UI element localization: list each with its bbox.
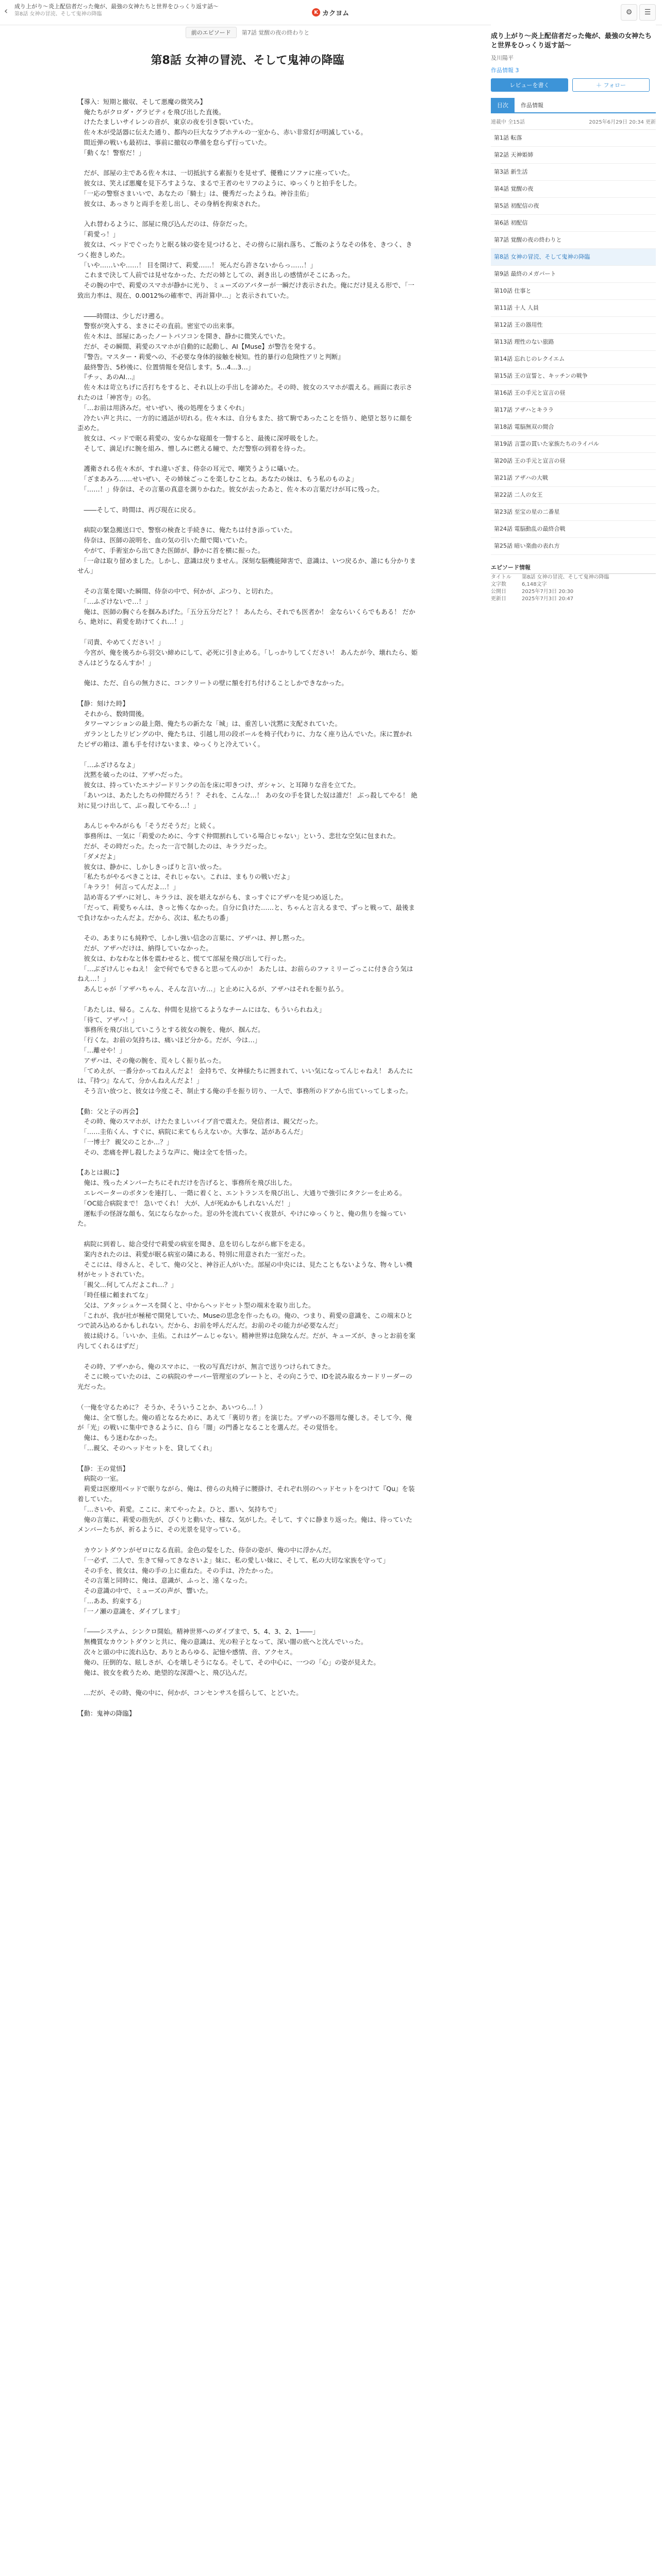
body-paragraph: 「一必ず、二人で、生きて帰ってきなさいよ」妹に、私の愛しい妹に、そして、私の大切な家族を守って」 (77, 1556, 389, 1564)
body-paragraph: 彼女は、笑えば悪魔を見下ろすような、まるで王者のセリフのように、ゆっくりと拍手をした。 (77, 179, 361, 188)
current-episode-label[interactable]: 第7話 覚醒の夜の終わりと (241, 29, 310, 36)
body-paragraph: 「…ぶざけんじゃねえ！ 金で何でもできると思ってんのか！ あたしは、お前らのファミリーごっこに付き合う気はねえ…！」 (77, 964, 413, 983)
back-arrow-icon[interactable]: ‹ (4, 6, 8, 16)
body-paragraph: 「親父…何してんだよこれ…？」 (77, 1281, 177, 1289)
body-paragraph: だが、部屋の主である佐々木は、一切抵抗する素振りを見せず、優雅にソファに座っていた。 (77, 169, 354, 177)
body-paragraph: 最終警告、5秒後に、位置情報を発信します。5…4…3…」 (77, 363, 255, 371)
top-header (0, 0, 662, 25)
body-paragraph: これまで決して人前では見せなかった、ただの姉としての、剥き出しの感情がそこにあった。 (77, 271, 354, 279)
episode-list-item[interactable]: 第25話 暗い楽曲の表れ方 (491, 538, 656, 555)
body-paragraph: アザハは、その俺の腕を、荒々しく振り払った。 (77, 1056, 225, 1064)
body-paragraph: 「…さいや、莉愛。ここに、来てやったよ。ひと、悪い、気持ちで」 (77, 1505, 280, 1513)
body-paragraph: そこには、母さんと、そして、俺の父と、神谷正人がいた。部屋の中央には、見たこともないような、物々しい機材がセットされていた。 (77, 1260, 412, 1279)
body-paragraph: 【静：刻けた時】 (77, 699, 129, 707)
body-paragraph: 病院の一室。 (77, 1475, 123, 1483)
body-paragraph: 病院の緊急搬送口で、警察の検査と手続きに、俺たちは付き添っていた。 (77, 526, 296, 534)
body-paragraph: その言葉を聞いた瞬間、侍奈の中で、何かが、ぷつり、と切れた。 (77, 587, 277, 596)
body-paragraph: 佐々木が受話器に伝えた通り、都内の巨大なラブホテルの一室から、赤い非常灯が明滅している。 (77, 128, 367, 137)
reading-area (41, 25, 454, 1719)
body-paragraph: 【あとは親に】 (77, 1168, 123, 1177)
body-paragraph: 父は、アタッシュケースを開くと、中からヘッドセット型の端末を取り出した。 (77, 1301, 315, 1309)
body-paragraph: 「一応の警察さまいいで、あなたの「騎士」は、優秀だったようね。神谷圭佑」 (77, 189, 313, 197)
body-paragraph: だが、アザハだけは、納得していなかった。 (77, 944, 212, 952)
body-paragraph: 「…離せや！」 (77, 1046, 126, 1054)
body-paragraph (77, 454, 418, 464)
body-paragraph (77, 750, 418, 760)
body-paragraph: 侍奈は、医師の説明を、血の気の引いた顔で聞いていた。 (77, 536, 252, 545)
info-key: 公開日 (491, 589, 506, 595)
episode-list-item[interactable]: 第18話 電脳無双の間合 (491, 419, 656, 436)
body-paragraph (77, 1392, 418, 1402)
body-paragraph: 「私たちがやるべきことは、それじゃない。これは、まもりの戦いだよ」 (77, 873, 293, 881)
body-paragraph: 「あいつは、あたしたちの仲間だろう！？ それを、こんな…！ あの女の手を貸した奴は誰だ！ ぶっ殺してやる！ 絶対に見つけ出して、ぶっ殺してやる…！」 (77, 791, 418, 809)
sidebar-author[interactable]: 及川陽平 (491, 55, 514, 61)
episode-list-item[interactable]: 第22話 二人の女王 (491, 487, 656, 504)
body-paragraph: 【静：王の覚悟】 (77, 1464, 129, 1472)
info-value: 第8話 女神の冒涜、そして鬼神の降臨 (522, 574, 609, 580)
body-paragraph: 俺は、彼女を救うため、絶望的な深淵へと、飛び込んだ。 (77, 1668, 252, 1676)
body-paragraph: その意識の中で、ミューズの声が、響いた。 (77, 1587, 212, 1595)
body-paragraph: その、悲痛を押し殺したような声に、俺は全てを悟った。 (77, 1148, 252, 1156)
episode-title: 第8話 女神の冒涜、そして鬼神の降臨 (151, 54, 344, 67)
body-paragraph: 俺は、もう迷わなかった。 (77, 1434, 161, 1442)
episode-list-item[interactable]: 第1話 転落 (491, 130, 656, 147)
logo-mark-icon: K (312, 8, 320, 16)
info-value: 2025年7月3日 20:47 (522, 596, 574, 602)
episode-list-item[interactable]: 第24話 電脳動乱の最終合戦 (491, 521, 656, 538)
body-paragraph: そして、満足げに腕を組み、憎しみに燃える瞳で、ただ警察の到着を待った。 (77, 444, 310, 452)
episode-list-item[interactable]: 第21話 アザハの大戦 (491, 470, 656, 487)
body-paragraph: 俺たちがクロダ・グラビティを飛び出した直後。 (77, 108, 225, 116)
body-paragraph: その時、アザハから、俺のスマホに、一枚の写真だけが、無言で送りつけられてきた。 (77, 1362, 335, 1370)
body-paragraph (77, 515, 418, 525)
body-paragraph: 【動：父と子の再会】 (77, 1107, 142, 1115)
body-paragraph: 莉愛は医療用ベッドで眠りながら、俺は、傍らの丸椅子に腰掛け、それぞれ別のヘッドセットをつけて『Qu』を装着していた。 (77, 1485, 415, 1503)
body-paragraph (77, 994, 418, 1005)
body-paragraph: 俺は、医師の胸ぐらを掴みあげた。「五分五分だと？！ あんたら、それでも医者か！ 金ならいくらでもある！ だから、絶対に、莉愛を助けてくれ…！」 (77, 607, 416, 626)
body-paragraph: 彼女は、わなわなと体を震わせると、慌てて部屋を飛び出して行った。 (77, 954, 290, 962)
body-paragraph: 【動：鬼神の降臨】 (77, 1709, 136, 1717)
episode-info-heading: エピソード情報 (491, 563, 656, 574)
body-paragraph: 病院に到着し、総合受付で莉愛の病室を聞き、息を切らしながら廊下を走る。 (77, 1240, 309, 1248)
body-paragraph: 「一博士？ 親父のことか…？」 (77, 1138, 173, 1146)
episode-subtitle: 第8話 女神の冒涜、そして鬼神の降臨 (14, 11, 102, 17)
body-paragraph: ――そして、時間は、再び現在に戻る。 (77, 505, 200, 514)
body-paragraph: あんじゃやみがらも「そうだそうだ」と続く。 (77, 822, 219, 830)
body-paragraph: 入れ替わるように、部屋に飛び込んだのは、侍奈だった。 (77, 220, 252, 228)
body-paragraph: …だが、その時、俺の中に、何かが、コンセンサスを揺らして、とどいた。 (77, 1689, 303, 1697)
body-paragraph: それから、数時間後。 (77, 709, 148, 718)
episode-list-item[interactable]: 第13話 理性のない旅路 (491, 334, 656, 351)
body-paragraph: 彼女は、あっさりと両手を差し出し、その身柄を拘束された。 (77, 199, 264, 208)
info-row (491, 581, 656, 588)
tab-toc[interactable]: 目次 (491, 98, 515, 112)
episode-list-item[interactable]: 第14話 忘れじのレクイエム (491, 351, 656, 368)
body-paragraph (77, 627, 418, 637)
body-paragraph: 俺は、ただ、自らの無力さに、コンクリートの壁に額を打ち付けることしかできなかった。 (77, 679, 348, 687)
episode-list-item[interactable]: 第5話 初配信の夜 (491, 198, 656, 215)
body-paragraph: 事務所を飛び出していこうとする彼女の腕を、俺が、掴んだ。 (77, 1026, 264, 1034)
body-paragraph: 「……！」侍奈は、その言葉の真意を測りかねた。彼女が去ったあと、佐々木の言葉だけが耳に残った。 (77, 485, 384, 494)
body-paragraph: 次々と頭の中に流れ込む、ありとあらゆる、記憶や感情、音、アクセス。 (77, 1648, 297, 1656)
body-paragraph: ――時間は、少しだけ遡る。 (77, 312, 168, 320)
body-paragraph: 「――システム、シンクロ開始。精神世界へのダイブまで、5、4、3、2、1――」 (77, 1628, 319, 1636)
episode-list-item[interactable]: 第20話 王の手元と宣言の昼 (491, 453, 656, 470)
body-paragraph (77, 1617, 418, 1627)
body-paragraph: 今宮が、俺を後ろから羽交い締めにして、必死に引き止める。「しっかりしてください！ あんたが今、壊れたら、姫さんはどうなるんすか！」 (77, 648, 418, 667)
episode-list-item[interactable]: 第10話 仕事と (491, 283, 656, 300)
body-paragraph: 佐々木は苛立ちげに舌打ちをすると、それ以上の手出しを諦めた。その時、彼女のスマホが震える。画面に表示されたのは「神宮寺」の名。 (77, 383, 412, 401)
body-paragraph (77, 209, 418, 219)
body-paragraph: 「…ああ、約束する」 (77, 1597, 145, 1605)
episode-list-item[interactable]: 第11話 十人 人員 (491, 300, 656, 317)
body-paragraph: その腕の中で、莉愛のスマホが静かに光り、ミューズのアバターが一瞬だけ表示された。俺にだけ見える形で、「一致出力率は、現在、0.0012%の確率で、再計算中…」と表示されていた。 (77, 281, 415, 299)
body-paragraph: そう言い放つと、彼女は今度こそ、制止する俺の手を振り切り、一人で、事務所のドアから出ていってしまった。 (77, 1087, 412, 1095)
body-paragraph (77, 301, 418, 311)
body-paragraph: 佐々木は、部屋にあったノートパソコンを開き、静かに微笑んでいた。 (77, 332, 290, 341)
body-paragraph: 『チッ、あのAI…』 (77, 373, 139, 381)
body-paragraph: 「行くな。お前の気持ちは、痛いほど分かる。だが、今は…」 (77, 1036, 261, 1044)
episode-count: 連載中 全15話 (491, 120, 525, 125)
body-paragraph: 「ダメだよ」 (77, 852, 120, 860)
body-paragraph: あんじゃが「アザハちゃん、そんな言い方…」と止めに入るが、アザハはそれを振り払う。 (77, 985, 348, 993)
body-paragraph: 『警告。マスター・莉愛への、不必要な身体的接触を検知。性的暴行の危険性アリと判断』 (77, 352, 344, 361)
body-paragraph: そこに映っていたのは、この病院のサーバー管理室のプレートと、その向こうで、IDを読み取るカードリーダーの光だった。 (77, 1372, 412, 1391)
last-updated: 2025年6月29日 20:34 更新 (589, 120, 656, 125)
body-paragraph: 「……圭佑くん、すぐに、病院に来てもらえないか。大事な、話があるんだ」 (77, 1128, 307, 1136)
body-paragraph (77, 688, 418, 699)
episode-list-item[interactable]: 第4話 覚醒の夜 (491, 181, 656, 198)
body-paragraph: 冷たい声と共に、一方的に通話が切れる。佐々木は、自分もまた、捨て駒であったことを悟り、絶望と怒りに顔を歪めた。 (77, 414, 412, 432)
body-paragraph: 彼は続ける。「いいか、圭佑。これはゲームじゃない。精神世界は危険なんだ。だが、キューズが、きっとお前を案内してくれるはずだ」 (77, 1332, 416, 1350)
episode-list-item[interactable]: 第16話 王の手元と宣言の昼 (491, 385, 656, 402)
info-key: 文字数 (491, 582, 506, 587)
body-paragraph: だが、その瞬間、莉愛のスマホが自動的に起動し、AI【Muse】が警告を発する。 (77, 342, 320, 350)
body-paragraph (77, 1158, 418, 1168)
body-paragraph: 「てめえが、一番分かってねえんだよ！ 金持ちで、女神様たちに囲まれて、いい気になってんじゃねえ！ あんたには、『持つ』なんて、分かんねえんだよ！」 (77, 1066, 413, 1085)
body-paragraph (77, 158, 418, 168)
logo-text: カクヨム (322, 9, 350, 18)
body-paragraph: 「莉愛っ！」 (77, 230, 120, 239)
sidebar-tabs (491, 98, 656, 113)
menu-icon[interactable]: ☰ (639, 4, 656, 21)
body-paragraph: 事務所は、一気に「莉愛のために、今すぐ仲間割れしている場合じゃない」という、悲壮な空気に包まれた。 (77, 832, 400, 840)
body-paragraph: 「OC総合病院まで！ 急いでくれ！ 大が、人が死ぬかもしれないんだ！」 (77, 1199, 294, 1207)
body-paragraph: 【導入：短期と撤収、そして悪魔の微笑み】 (77, 97, 207, 106)
episode-list-item[interactable]: 第6話 初配信 (491, 215, 656, 232)
body-paragraph: ガランとしたリビングの中、俺たちは、引越し用の段ボールを椅子代わりに、力なく座り込んでいた。床に置かれたピザの箱は、誰も手を付けないまま、ゆっくりと冷えていく。 (77, 730, 412, 748)
body-paragraph: 無機質なカウントダウンと共に、俺の意識は、光の粒子となって、深い闇の底へと沈んでいった。 (77, 1638, 368, 1646)
body-paragraph (77, 1453, 418, 1464)
body-paragraph: 「待て、アザハ！」 (77, 1015, 138, 1024)
right-sidebar (491, 25, 656, 603)
body-paragraph: その、あまりにも純粋で、しかし強い信念の言葉に、アザハは、押し黙った。 (77, 934, 309, 942)
episode-list-item[interactable]: 第17話 アザハとキララ (491, 402, 656, 419)
sidebar-meta (491, 113, 656, 130)
body-paragraph: 案内されたのは、莉愛が眠る病室の隣にある、特別に用意された一室だった。 (77, 1250, 310, 1258)
body-paragraph: 間近弾の戦いも最初は、事前に撤収の準備を怠らず行っていた。 (77, 138, 271, 146)
body-paragraph (77, 923, 418, 933)
episode-list-item[interactable]: 第9話 最終のメガバート (491, 266, 656, 283)
body-paragraph: 「あたしは、帰る。こんな、仲間を見捨てるようなチームにはな、もういられねえ」 (77, 1005, 326, 1013)
body-paragraph (77, 1229, 418, 1239)
body-paragraph: 俺は、残ったメンバーたちにそれだけを告げると、事務所を飛び出した。 (77, 1179, 296, 1187)
tab-work-info[interactable]: 作品情報 (521, 102, 543, 109)
body-paragraph: 「これが、我が社が極秘で開発していた、Museの思念を作ったもの。俺の、つまり、莉愛の意識を、この端末ひとつで読み込めるかもしれない。だから、お前を呼んだんだ。お前のその能力が必要なんだ」 (77, 1311, 413, 1330)
body-paragraph: けたたましいサイレンの音が、東京の夜を引き裂いていた。 (77, 118, 257, 126)
prev-episode-button[interactable]: 前のエピソード (186, 27, 237, 38)
body-paragraph: 「時任様に頼まれてな」 (77, 1291, 152, 1299)
body-paragraph: 「だって、莉愛ちゃんは、きっと怖くなかった。自分に負けた……と、ちゃんと言えるまで、ずっと戦って、最後まで負けなかったんだよ。だから、次は、私たちの番」 (77, 903, 415, 922)
body-paragraph (77, 668, 418, 678)
body-paragraph: 「一ノ瀬の意識を、ダイブします」 (77, 1607, 184, 1615)
body-paragraph: 「いや……いや……！ 目を開けて、莉愛……！ 死んだら許さないからっ……！」 (77, 261, 317, 269)
body-paragraph (77, 1698, 418, 1708)
settings-icon[interactable]: ⚙ (621, 4, 637, 21)
work-title-link[interactable]: 成り上がり〜炎上配信者だった俺が、最強の女神たちと世界をひっくり返す話〜 (14, 3, 219, 10)
info-row (491, 574, 656, 581)
body-paragraph: その手を、彼女は、俺の手の上に重ねた。その手は、冷たかった。 (77, 1566, 277, 1574)
episode-list-item-current[interactable]: 第8話 女神の冒涜、そして鬼神の降臨 (491, 249, 656, 266)
write-review-button[interactable]: レビューを書く (491, 78, 568, 92)
body-paragraph: 「…親父、そのヘッドセットを、貸してくれ」 (77, 1444, 216, 1452)
body-paragraph: 「…お前は用済みだ。せいぜい、後の処理をうまくやれ」 (77, 403, 249, 412)
body-paragraph: 沈黙を破ったのは、アザハだった。 (77, 771, 187, 779)
info-row (491, 596, 656, 603)
body-paragraph: その言葉と同時に、俺は、意識が、ふっと、遠くなった。 (77, 1577, 252, 1585)
body-paragraph: （一俺を守るために？ そうか、そういうことか、あいつら…！） (77, 1403, 267, 1411)
body-paragraph: 「…ふざけるなよ」 (77, 760, 139, 769)
body-paragraph: 彼女は、静かに、しかしきっぱりと言い放った。 (77, 862, 226, 871)
body-paragraph: 運転手の怪訝な顔も、気にならなかった。窓の外を流れていく夜景が、やけにゆっくりと、俺の焦りを煽っていた。 (77, 1209, 406, 1228)
episode-list-item[interactable]: 第12話 王の器用性 (491, 317, 656, 334)
body-paragraph: 「動くな！警察だ！」 (77, 148, 145, 157)
site-logo[interactable] (312, 7, 349, 18)
body-paragraph: 俺の言葉に、莉愛の指先が、ぴくりと動いた、様な、気がした。そして、すぐに静まり返った。俺は、待っていたメンバーたちが、祈るように、その光景を見守っている。 (77, 1515, 412, 1534)
episode-list-item[interactable]: 第2話 天神姫姉 (491, 147, 656, 164)
body-paragraph (77, 576, 418, 586)
info-key: 更新日 (491, 596, 506, 602)
body-paragraph: タワーマンションの最上階、俺たちの新たな「城」は、重苦しい沈黙に支配されていた。 (77, 720, 341, 728)
body-paragraph: 彼女は、ベッドでぐったりと眠る妹の姿を見つけると、その傍らに崩れ落ち、ご飯のようなその体を、きつく、きつく抱きしめた。 (77, 240, 412, 259)
sidebar-status[interactable]: 作品情報 3 (491, 67, 519, 74)
body-paragraph: 「ざまあみろ……せいぜい、その姉妹ごっこを楽しむことね。あなたの妹は、もう私のものよ」 (77, 475, 358, 483)
body-paragraph: エレベーターのボタンを連打し、一階に着くと、エントランスを飛び出し、大通りで強引にタクシーを止める。 (77, 1189, 406, 1197)
body-paragraph: 「司貴、やめてください！」 (77, 638, 164, 647)
body-paragraph (77, 87, 418, 97)
body-paragraph: だが、その時だった。たった一言で制したのは、キララだった。 (77, 842, 271, 850)
info-row (491, 588, 656, 596)
body-paragraph: 彼女は、持っていたエナジードリンクの缶を床に叩きつけ、ガシャン、と耳障りな音を立てた。 (77, 781, 360, 789)
episode-list-item[interactable]: 第3話 新生活 (491, 164, 656, 181)
body-paragraph: 「…ふざけないで…！」 (77, 597, 152, 605)
info-key: タイトル (491, 574, 511, 580)
body-paragraph: カウントダウンがゼロになる直前。金色の髪をした、侍奈の姿が、俺の中に浮かんだ。 (77, 1546, 336, 1554)
episode-body (77, 87, 418, 1719)
episode-info (491, 574, 656, 603)
info-value: 6,148文字 (522, 582, 547, 587)
episode-list-item[interactable]: 第7話 覚醒の夜の終わりと (491, 232, 656, 249)
body-paragraph (77, 495, 418, 505)
follow-button[interactable]: ＋ フォロー (572, 78, 650, 92)
body-paragraph: 詰め寄るアザハに対し、キララは、涙を堪えながらも、まっすぐにアザハを見つめ返した。 (77, 893, 347, 901)
sidebar-work-title[interactable]: 成り上がり〜炎上配信者だった俺が、最強の女神たちと世界をひっくり返す話〜 (491, 32, 652, 49)
episode-list-item[interactable]: 第19話 言霊の貫いた家族たちのライバル (491, 436, 656, 453)
body-paragraph (77, 1096, 418, 1107)
episode-list (491, 130, 656, 555)
body-paragraph: その時、俺のスマホが、けたたましいバイブ音で震えた。発信者は、親父だった。 (77, 1117, 322, 1126)
body-paragraph: 「一命は取り留めました。しかし、意識は戻りません。深刻な脳機能障害で、意識は、いつ戻るか、誰にも分かりません」 (77, 556, 416, 575)
body-paragraph: 護衛される佐々木が、すれ違いざま、侍奈の耳元で、嘲笑うように囁いた。 (77, 465, 303, 473)
body-paragraph (77, 1535, 418, 1545)
body-paragraph (77, 811, 418, 821)
info-value: 2025年7月3日 20:30 (522, 589, 574, 595)
body-paragraph: 警察が突入する、まさにその直前。密室での出来事。 (77, 322, 239, 330)
body-paragraph: 俺は、全て察した。俺の盾となるために、あえて「裏切り者」を演じた。アザハの不器用な優しさ。そして今、俺が「光」の戦いに集中できるように、自ら「闇」の門番となることを選んだ。その覚悟を。 (77, 1413, 412, 1432)
episode-list-item[interactable]: 第23話 至宝の星の二番星 (491, 504, 656, 521)
body-paragraph: 俺の、圧倒的な、眩しさが、心を壊しそうになる。そして、その中心に、一つの「心」の姿が見えた。 (77, 1658, 380, 1666)
body-paragraph (77, 1677, 418, 1688)
body-paragraph: 「キララ！ 何言ってんだよ…！」 (77, 883, 179, 891)
episode-list-item[interactable]: 第15話 王の宣誓と、キッチンの戦争 (491, 368, 656, 385)
body-paragraph (77, 1351, 418, 1362)
body-paragraph: 彼女は、ベッドで眠る莉愛の、安らかな寝顔を一瞥すると、最後に深呼吸をした。 (77, 434, 322, 443)
body-paragraph: やがて、手術室から出てきた医師が、静かに首を横に振った。 (77, 546, 264, 554)
episode-nav (41, 25, 454, 40)
